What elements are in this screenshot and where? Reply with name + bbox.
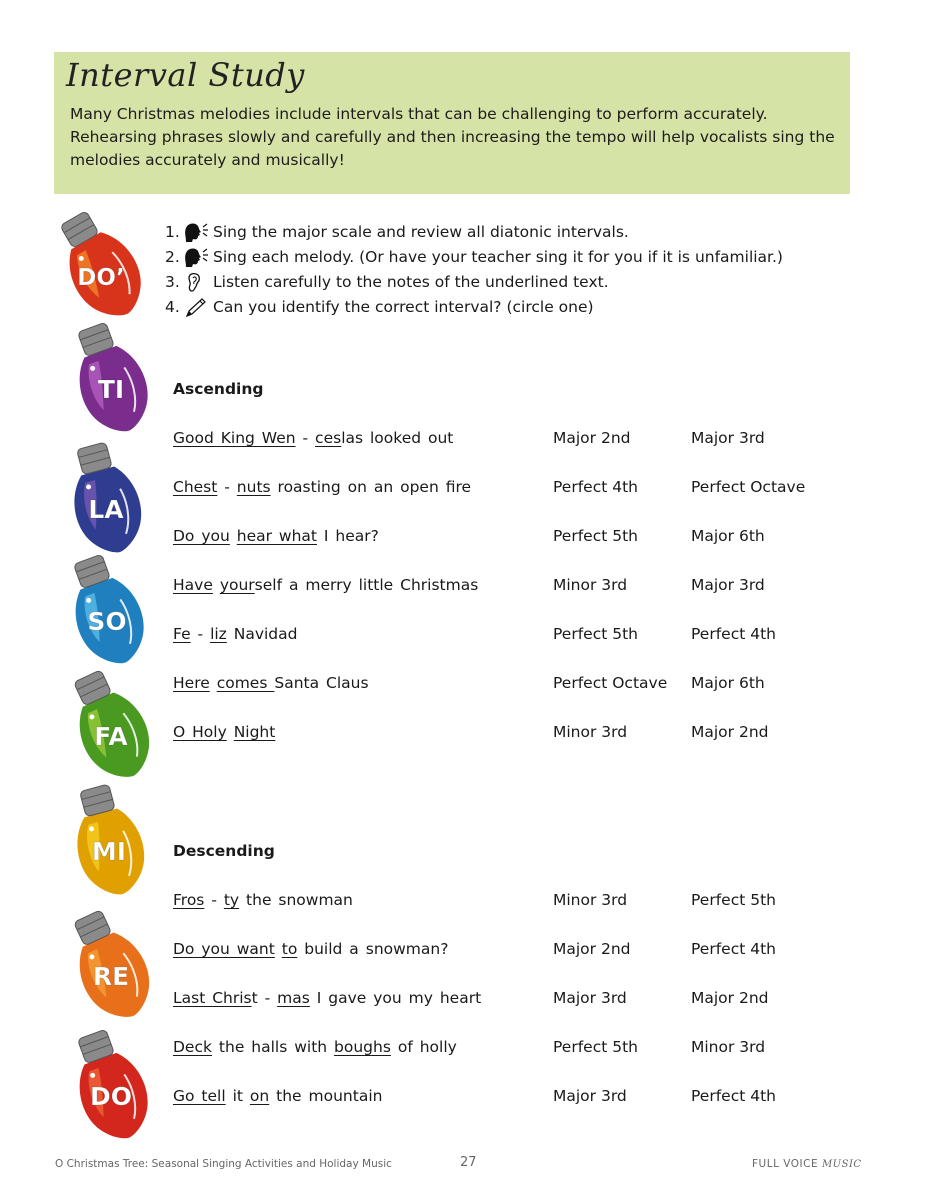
solfege-label: MI: [91, 837, 127, 866]
interval-option[interactable]: Minor 3rd: [553, 723, 628, 741]
interval-option[interactable]: Perfect 4th: [691, 1087, 776, 1105]
interval-row: [173, 527, 873, 551]
interval-option[interactable]: Minor 3rd: [553, 891, 628, 909]
instruction-text: Can you identify the correct interval? (circle one): [213, 298, 594, 316]
instruction-item: [165, 295, 783, 320]
brand-name: FULL VOICE: [752, 1158, 819, 1170]
ear-icon: [183, 272, 211, 294]
interval-option[interactable]: Minor 3rd: [553, 576, 628, 594]
footer-brand: [752, 1158, 862, 1170]
interval-row: [173, 723, 873, 747]
singing-head-icon: [183, 247, 211, 269]
song-lyric: Do you hear what I hear?: [173, 527, 379, 545]
bulb-3: [60, 438, 150, 562]
bulb-4: [61, 550, 151, 674]
christmas-bulb-icon: [65, 1025, 155, 1145]
interval-row: [173, 625, 873, 649]
instruction-number: 3.: [165, 273, 180, 291]
solfege-bulbs: [55, 205, 155, 1155]
interval-option[interactable]: Major 6th: [691, 674, 765, 692]
song-lyric: Do you want to build a snowman?: [173, 940, 449, 958]
instruction-text: Sing the major scale and review all diatonic intervals.: [213, 223, 629, 241]
interval-option[interactable]: Major 2nd: [553, 429, 631, 447]
interval-option[interactable]: Major 6th: [691, 527, 765, 545]
intro-line: Many Christmas melodies include intervals that can be challenging to perform accurately.: [70, 105, 768, 123]
song-lyric: Here comes Santa Claus: [173, 674, 369, 692]
brand-suffix: MUSIC: [821, 1159, 862, 1170]
song-lyric: Have yourself a merry little Christmas: [173, 576, 479, 594]
christmas-bulb-icon: [61, 550, 151, 670]
instructions-list: [165, 220, 783, 320]
song-lyric: Chest - nuts roasting on an open fire: [173, 478, 472, 496]
interval-option[interactable]: Perfect 5th: [553, 1038, 638, 1056]
instruction-number: 4.: [165, 298, 180, 316]
interval-option[interactable]: Major 2nd: [691, 723, 769, 741]
christmas-bulb-icon: [65, 665, 155, 785]
christmas-bulb-icon: [65, 905, 155, 1025]
intro-line: melodies accurately and musically!: [70, 151, 345, 169]
interval-option[interactable]: Major 2nd: [691, 989, 769, 1007]
interval-option[interactable]: Minor 3rd: [691, 1038, 766, 1056]
instruction-number: 2.: [165, 248, 180, 266]
interval-option[interactable]: Perfect Octave: [691, 478, 806, 496]
solfege-label: DO: [89, 1082, 133, 1111]
interval-option[interactable]: Major 3rd: [553, 989, 627, 1007]
interval-row: [173, 429, 873, 453]
song-lyric: Good King Wen - ceslas looked out: [173, 429, 454, 447]
instruction-number: 1.: [165, 223, 180, 241]
footer-book-title: O Christmas Tree: Seasonal Singing Activities and Holiday Music: [55, 1158, 392, 1170]
instruction-text: Sing each melody. (Or have your teacher sing it for you if it is unfamiliar.): [213, 248, 783, 266]
interval-row: [173, 674, 873, 698]
solfege-label: SO: [87, 607, 127, 636]
bulb-7: [65, 905, 155, 1029]
interval-option[interactable]: Perfect Octave: [553, 674, 668, 692]
interval-option[interactable]: Perfect 5th: [553, 625, 638, 643]
instruction-item: [165, 220, 783, 245]
singing-head-icon: [183, 222, 211, 244]
ascending-heading: Ascending: [173, 380, 264, 398]
solfege-label: LA: [88, 495, 124, 524]
song-lyric: Last Christ - mas I gave you my heart: [173, 989, 482, 1007]
bulb-2: [65, 318, 155, 442]
interval-option[interactable]: Major 2nd: [553, 940, 631, 958]
christmas-bulb-icon: [65, 318, 155, 438]
interval-row: [173, 576, 873, 600]
bulb-6: [63, 780, 153, 904]
instruction-text: Listen carefully to the notes of the underlined text.: [213, 273, 609, 291]
instruction-item: [165, 270, 783, 295]
page-title: Interval Study: [66, 56, 305, 94]
christmas-bulb-icon: [63, 780, 153, 900]
interval-option[interactable]: Major 3rd: [691, 576, 765, 594]
pencil-icon: [183, 297, 211, 319]
bulb-8: [65, 1025, 155, 1149]
descending-heading: Descending: [173, 842, 275, 860]
song-lyric: O Holy Night: [173, 723, 276, 741]
interval-row: [173, 1038, 873, 1062]
solfege-label: TI: [97, 375, 125, 404]
song-lyric: Fros - ty the snowman: [173, 891, 353, 909]
christmas-bulb-icon: [60, 438, 150, 558]
song-lyric: Fe - liz Navidad: [173, 625, 298, 643]
interval-row: [173, 940, 873, 964]
bulb-1: [55, 205, 145, 329]
interval-row: [173, 1087, 873, 1111]
instruction-item: [165, 245, 783, 270]
christmas-bulb-icon: [55, 205, 145, 325]
interval-row: [173, 891, 873, 915]
interval-option[interactable]: Perfect 4th: [691, 940, 776, 958]
intro-text: [70, 103, 840, 172]
interval-row: [173, 989, 873, 1013]
interval-row: [173, 478, 873, 502]
solfege-label: RE: [92, 962, 130, 991]
interval-option[interactable]: Perfect 5th: [691, 891, 776, 909]
interval-option[interactable]: Major 3rd: [691, 429, 765, 447]
solfege-label: DO’: [77, 265, 125, 291]
song-lyric: Go tell it on the mountain: [173, 1087, 383, 1105]
song-lyric: Deck the halls with boughs of holly: [173, 1038, 457, 1056]
interval-option[interactable]: Perfect 5th: [553, 527, 638, 545]
interval-option[interactable]: Perfect 4th: [553, 478, 638, 496]
interval-option[interactable]: Major 3rd: [553, 1087, 627, 1105]
solfege-label: FA: [94, 722, 128, 751]
bulb-5: [65, 665, 155, 789]
page-number: 27: [460, 1155, 477, 1170]
intro-line: Rehearsing phrases slowly and carefully and then increasing the tempo will help vocalists sing the: [70, 128, 835, 146]
interval-option[interactable]: Perfect 4th: [691, 625, 776, 643]
